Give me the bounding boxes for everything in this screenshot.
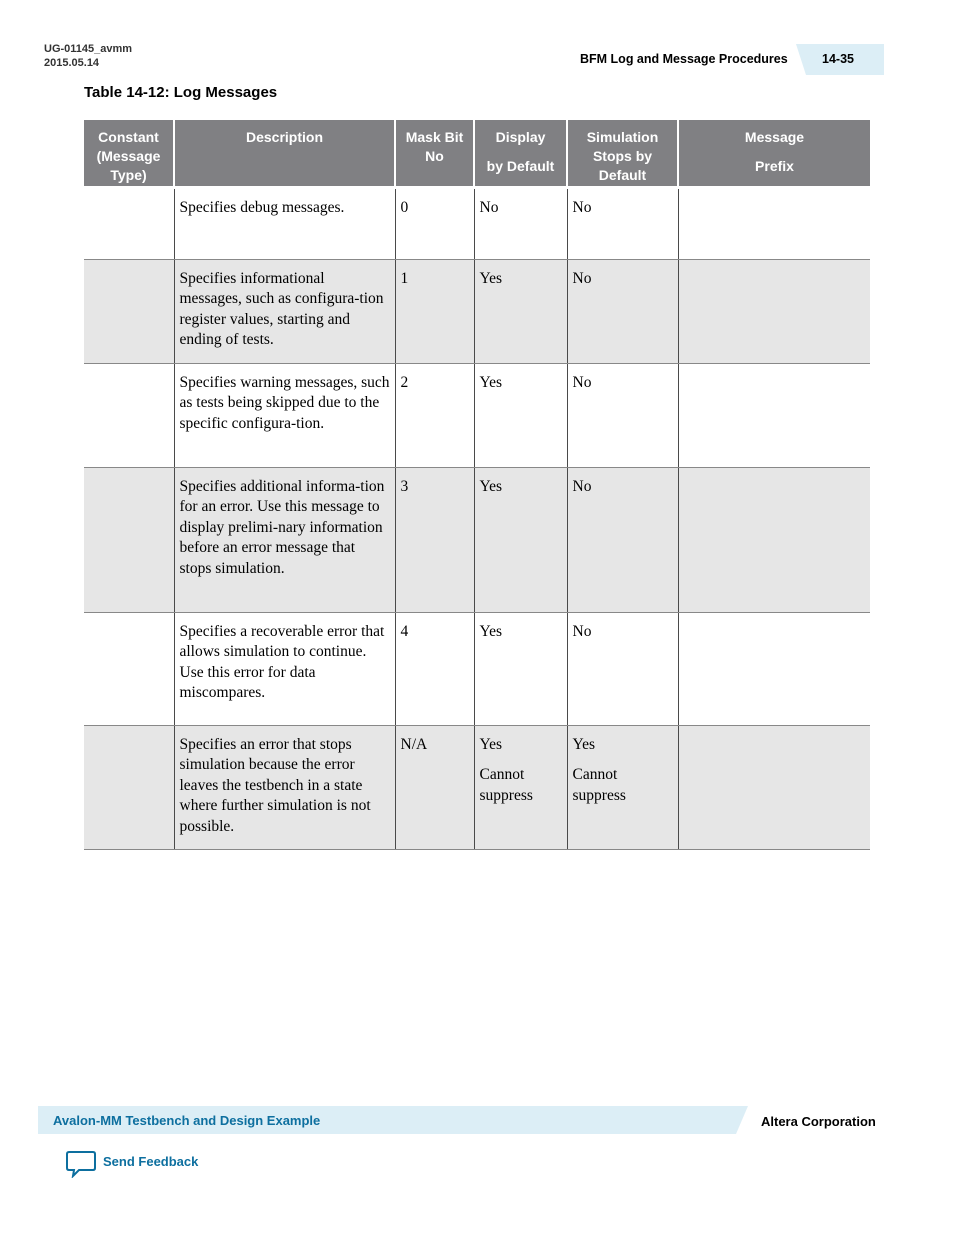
cell-message-prefix	[678, 259, 870, 363]
cell-mask-bit: 2	[395, 363, 474, 467]
table-row	[84, 187, 870, 259]
cell-constant	[84, 259, 174, 363]
cell-simulation-stops: No	[567, 363, 678, 467]
send-feedback-label[interactable]: Send Feedback	[103, 1154, 199, 1169]
cell-mask-bit: 0	[395, 187, 474, 259]
document-id-block	[44, 42, 132, 70]
table-row	[84, 725, 870, 850]
section-title: BFM Log and Message Procedures	[580, 52, 788, 66]
log-messages-table	[84, 120, 870, 850]
cell-display-default: Yes Cannot suppress	[474, 725, 567, 850]
cell-simulation-stops: Yes Cannot suppress	[567, 725, 678, 850]
cell-message-prefix	[678, 725, 870, 850]
page-number-tab	[796, 44, 884, 75]
cell-mask-bit: 1	[395, 259, 474, 363]
cell-description: Specifies additional informa-tion for an error. Use this message to display prelimi-nary information before an error message that stops simulation.	[174, 467, 395, 612]
cell-description: Specifies debug messages.	[174, 187, 395, 259]
column-header-simulation-stops: Simulation Stops by Default	[567, 120, 678, 187]
cell-mask-bit: 3	[395, 467, 474, 612]
footer-document-title: Avalon-MM Testbench and Design Example	[53, 1113, 321, 1128]
document-date: 2015.05.14	[44, 57, 100, 69]
cell-simulation-stops: No	[567, 467, 678, 612]
table-row	[84, 259, 870, 363]
cell-display-default: No	[474, 187, 567, 259]
cell-display-default: Yes	[474, 467, 567, 612]
cell-constant	[84, 363, 174, 467]
column-header-mask-bit: Mask Bit No	[395, 120, 474, 187]
cell-description: Specifies warning messages, such as tests being skipped due to the specific configura-tion.	[174, 363, 395, 467]
cell-display-default: Yes	[474, 363, 567, 467]
cell-description: Specifies informational messages, such as configura-tion register values, starting and ending of tests.	[174, 259, 395, 363]
cell-constant	[84, 187, 174, 259]
footer-company: Altera Corporation	[761, 1114, 876, 1129]
cell-mask-bit: N/A	[395, 725, 474, 850]
table-header-row	[84, 120, 870, 187]
table-title: Table 14-12: Log Messages	[84, 84, 278, 101]
cell-simulation-stops: No	[567, 187, 678, 259]
cell-message-prefix	[678, 363, 870, 467]
cell-simulation-stops: No	[567, 612, 678, 725]
column-header-message-prefix: Message Prefix	[678, 120, 870, 187]
cell-constant	[84, 612, 174, 725]
cell-display-default: Yes	[474, 612, 567, 725]
cell-description: Specifies a recoverable error that allows simulation to continue. Use this error for data miscompares.	[174, 612, 395, 725]
page-number: 14-35	[822, 52, 854, 66]
column-header-display-default: Display by Default	[474, 120, 567, 187]
document-id: UG-01145_avmm	[44, 43, 133, 55]
cell-message-prefix	[678, 187, 870, 259]
cell-message-prefix	[678, 612, 870, 725]
cell-message-prefix	[678, 467, 870, 612]
table-row	[84, 612, 870, 725]
table-row	[84, 363, 870, 467]
cell-constant	[84, 467, 174, 612]
cell-display-default: Yes	[474, 259, 567, 363]
speech-bubble-icon	[65, 1150, 97, 1178]
cell-mask-bit: 4	[395, 612, 474, 725]
cell-constant	[84, 725, 174, 850]
table-row	[84, 467, 870, 612]
column-header-constant: Constant (Message Type)	[84, 120, 174, 187]
cell-simulation-stops: No	[567, 259, 678, 363]
cell-description: Specifies an error that stops simulation because the error leaves the testbench in a state where further simulation is not possible.	[174, 725, 395, 850]
column-header-description: Description	[174, 120, 395, 187]
